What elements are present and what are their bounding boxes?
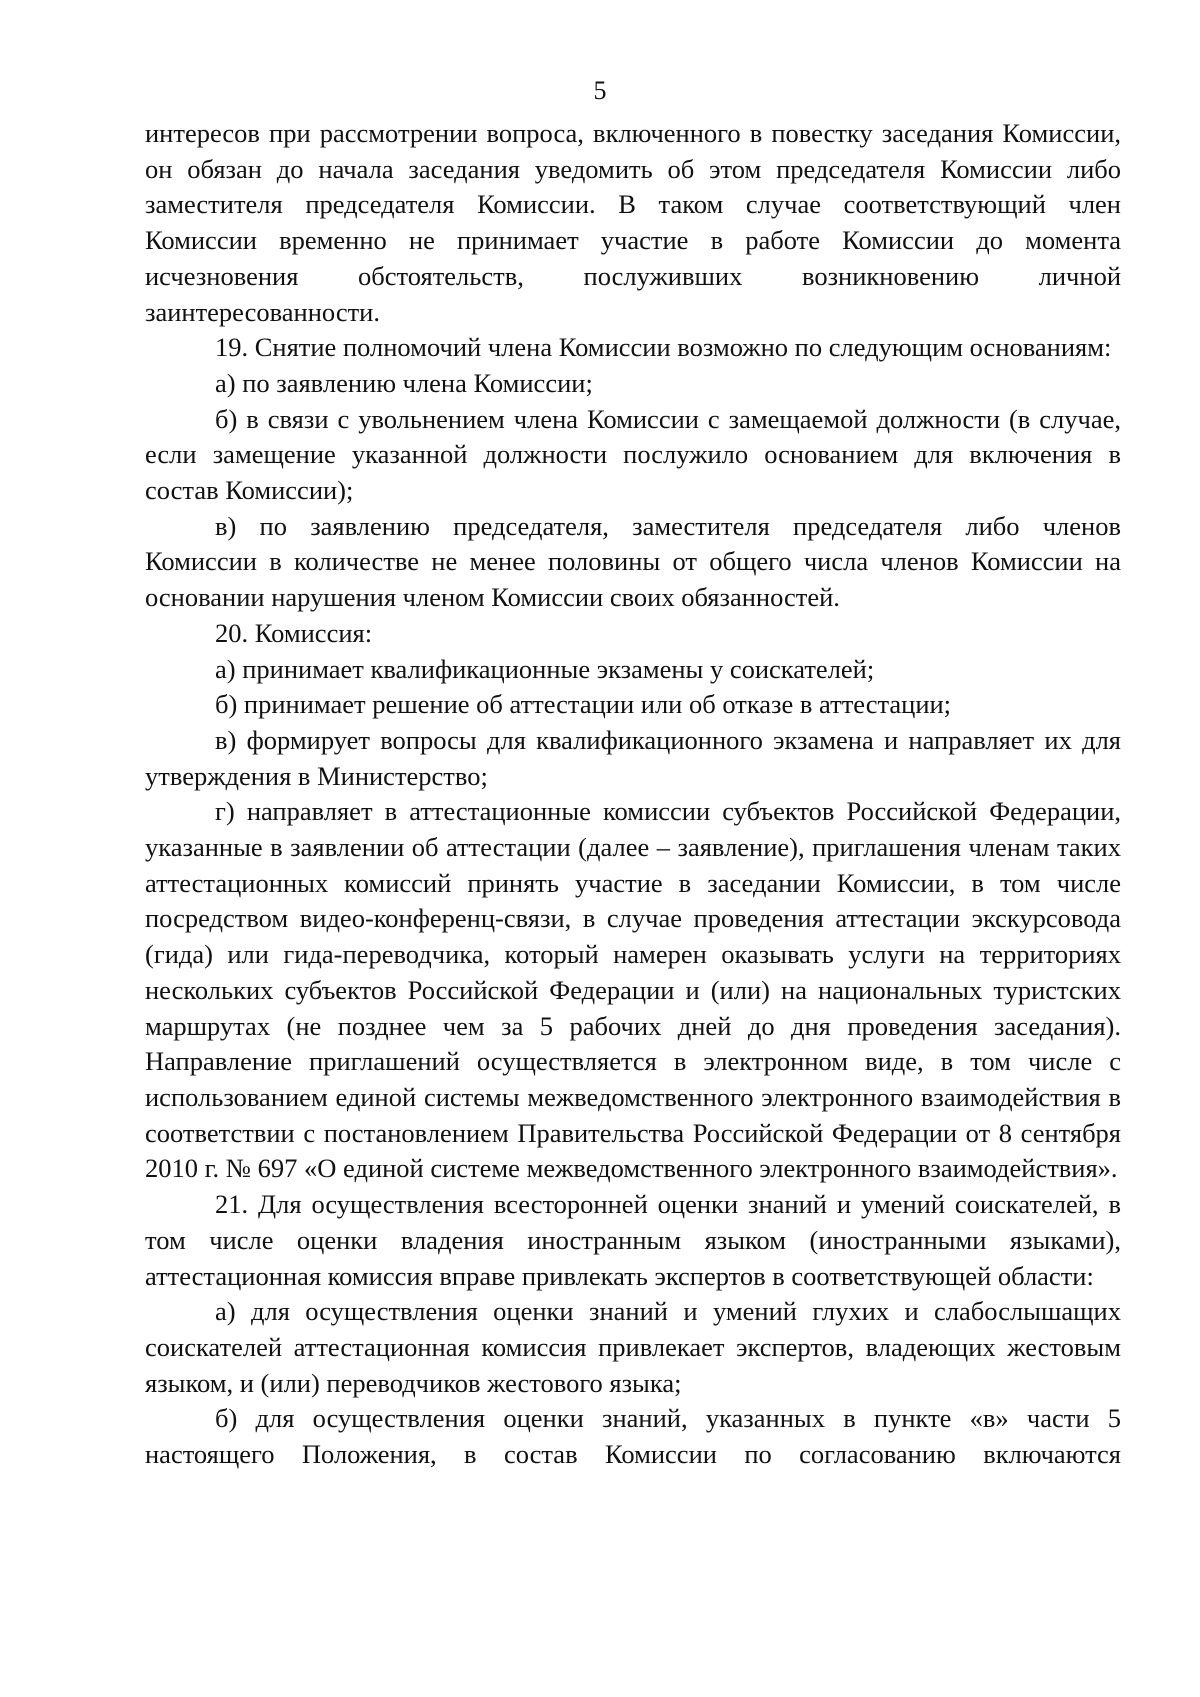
paragraph-20-a: а) принимает квалификационные экзамены у соискателей; [215,653,875,684]
paragraph-20: 20. Комиссия: [215,617,373,648]
page-number: 5 [593,76,607,105]
paragraph-21-b: б) для осуществления оценки знаний, указанных в пункте «в» части 5 настоящего Положения, в состав Комиссии по согласованию включаются [145,1403,1121,1470]
paragraph-21: 21. Для осуществления всесторонней оценки знаний и умений соискателей, в том числе оценки владения иностранным языком (иностранными языками), аттестационная комиссия вправе привлекать экспертов в соответствующей области: [145,1189,1121,1291]
paragraph-19-b: б) в связи с увольнением члена Комиссии с замещаемой должности (в случае, если замещение указанной должности послужило основанием для включения в состав Комиссии); [145,403,1121,506]
paragraph-21-a: а) для осуществления оценки знаний и умений глухих и слабослышащих соискателей аттестационная комиссия привлекает экспертов, владеющих жестовым языком, и (или) переводчиков жестового языка; [145,1296,1121,1398]
paragraph-20-v: в) формирует вопросы для квалификационного экзамена и направляет их для утверждения в Министерство; [145,724,1121,791]
paragraph-19-v: в) по заявлению председателя, заместителя председателя либо членов Комиссии в количестве не менее половины от общего числа членов Комиссии на основании нарушения членом Комиссии своих обязанностей. [145,510,1121,613]
paragraph-20-b: б) принимает решение об аттестации или об отказе в аттестации; [215,689,952,720]
paragraph-20-g: г) направляет в аттестационные комиссии субъектов Российской Федерации, указанные в заявлении об аттестации (далее – заявление), приглашения членам таких аттестационных комиссий принять участие в заседании Комиссии, в том числе посредством видео-конференц-связи, в случае проведения аттестации экскурсовода (гида) или гида-переводчика, который намерен оказывать услуги на территориях нескольких субъектов Российской Федерации и (или) на национальных туристских маршрутах (не позднее чем за 5 рабочих дней до дня проведения заседания). Направление приглашений осуществляется в электронном виде, в том числе с использованием единой системы межведомственного электронного взаимодействия в соответствии с постановлением Правительства Российской Федерации от 8 сентября 2010 г. № 697 «О единой системе межведомственного электронного взаимодействия». [145,796,1121,1184]
paragraph-continuation: интересов при рассмотрении вопроса, включенного в повестку заседания Комиссии, он обязан до начала заседания уведомить об этом председателя Комиссии либо заместителя председателя Комиссии. В таком случае соответствующий член Комиссии временно не принимает участие в работе Комиссии до момента исчезновения обстоятельств, послуживших возникновению личной заинтересованности. [145,118,1121,327]
paragraph-19: 19. Снятие полномочий члена Комиссии возможно по следующим основаниям: [215,332,1112,363]
document-body [145,116,1121,1473]
paragraph-19-a: а) по заявлению члена Комиссии; [215,367,593,398]
